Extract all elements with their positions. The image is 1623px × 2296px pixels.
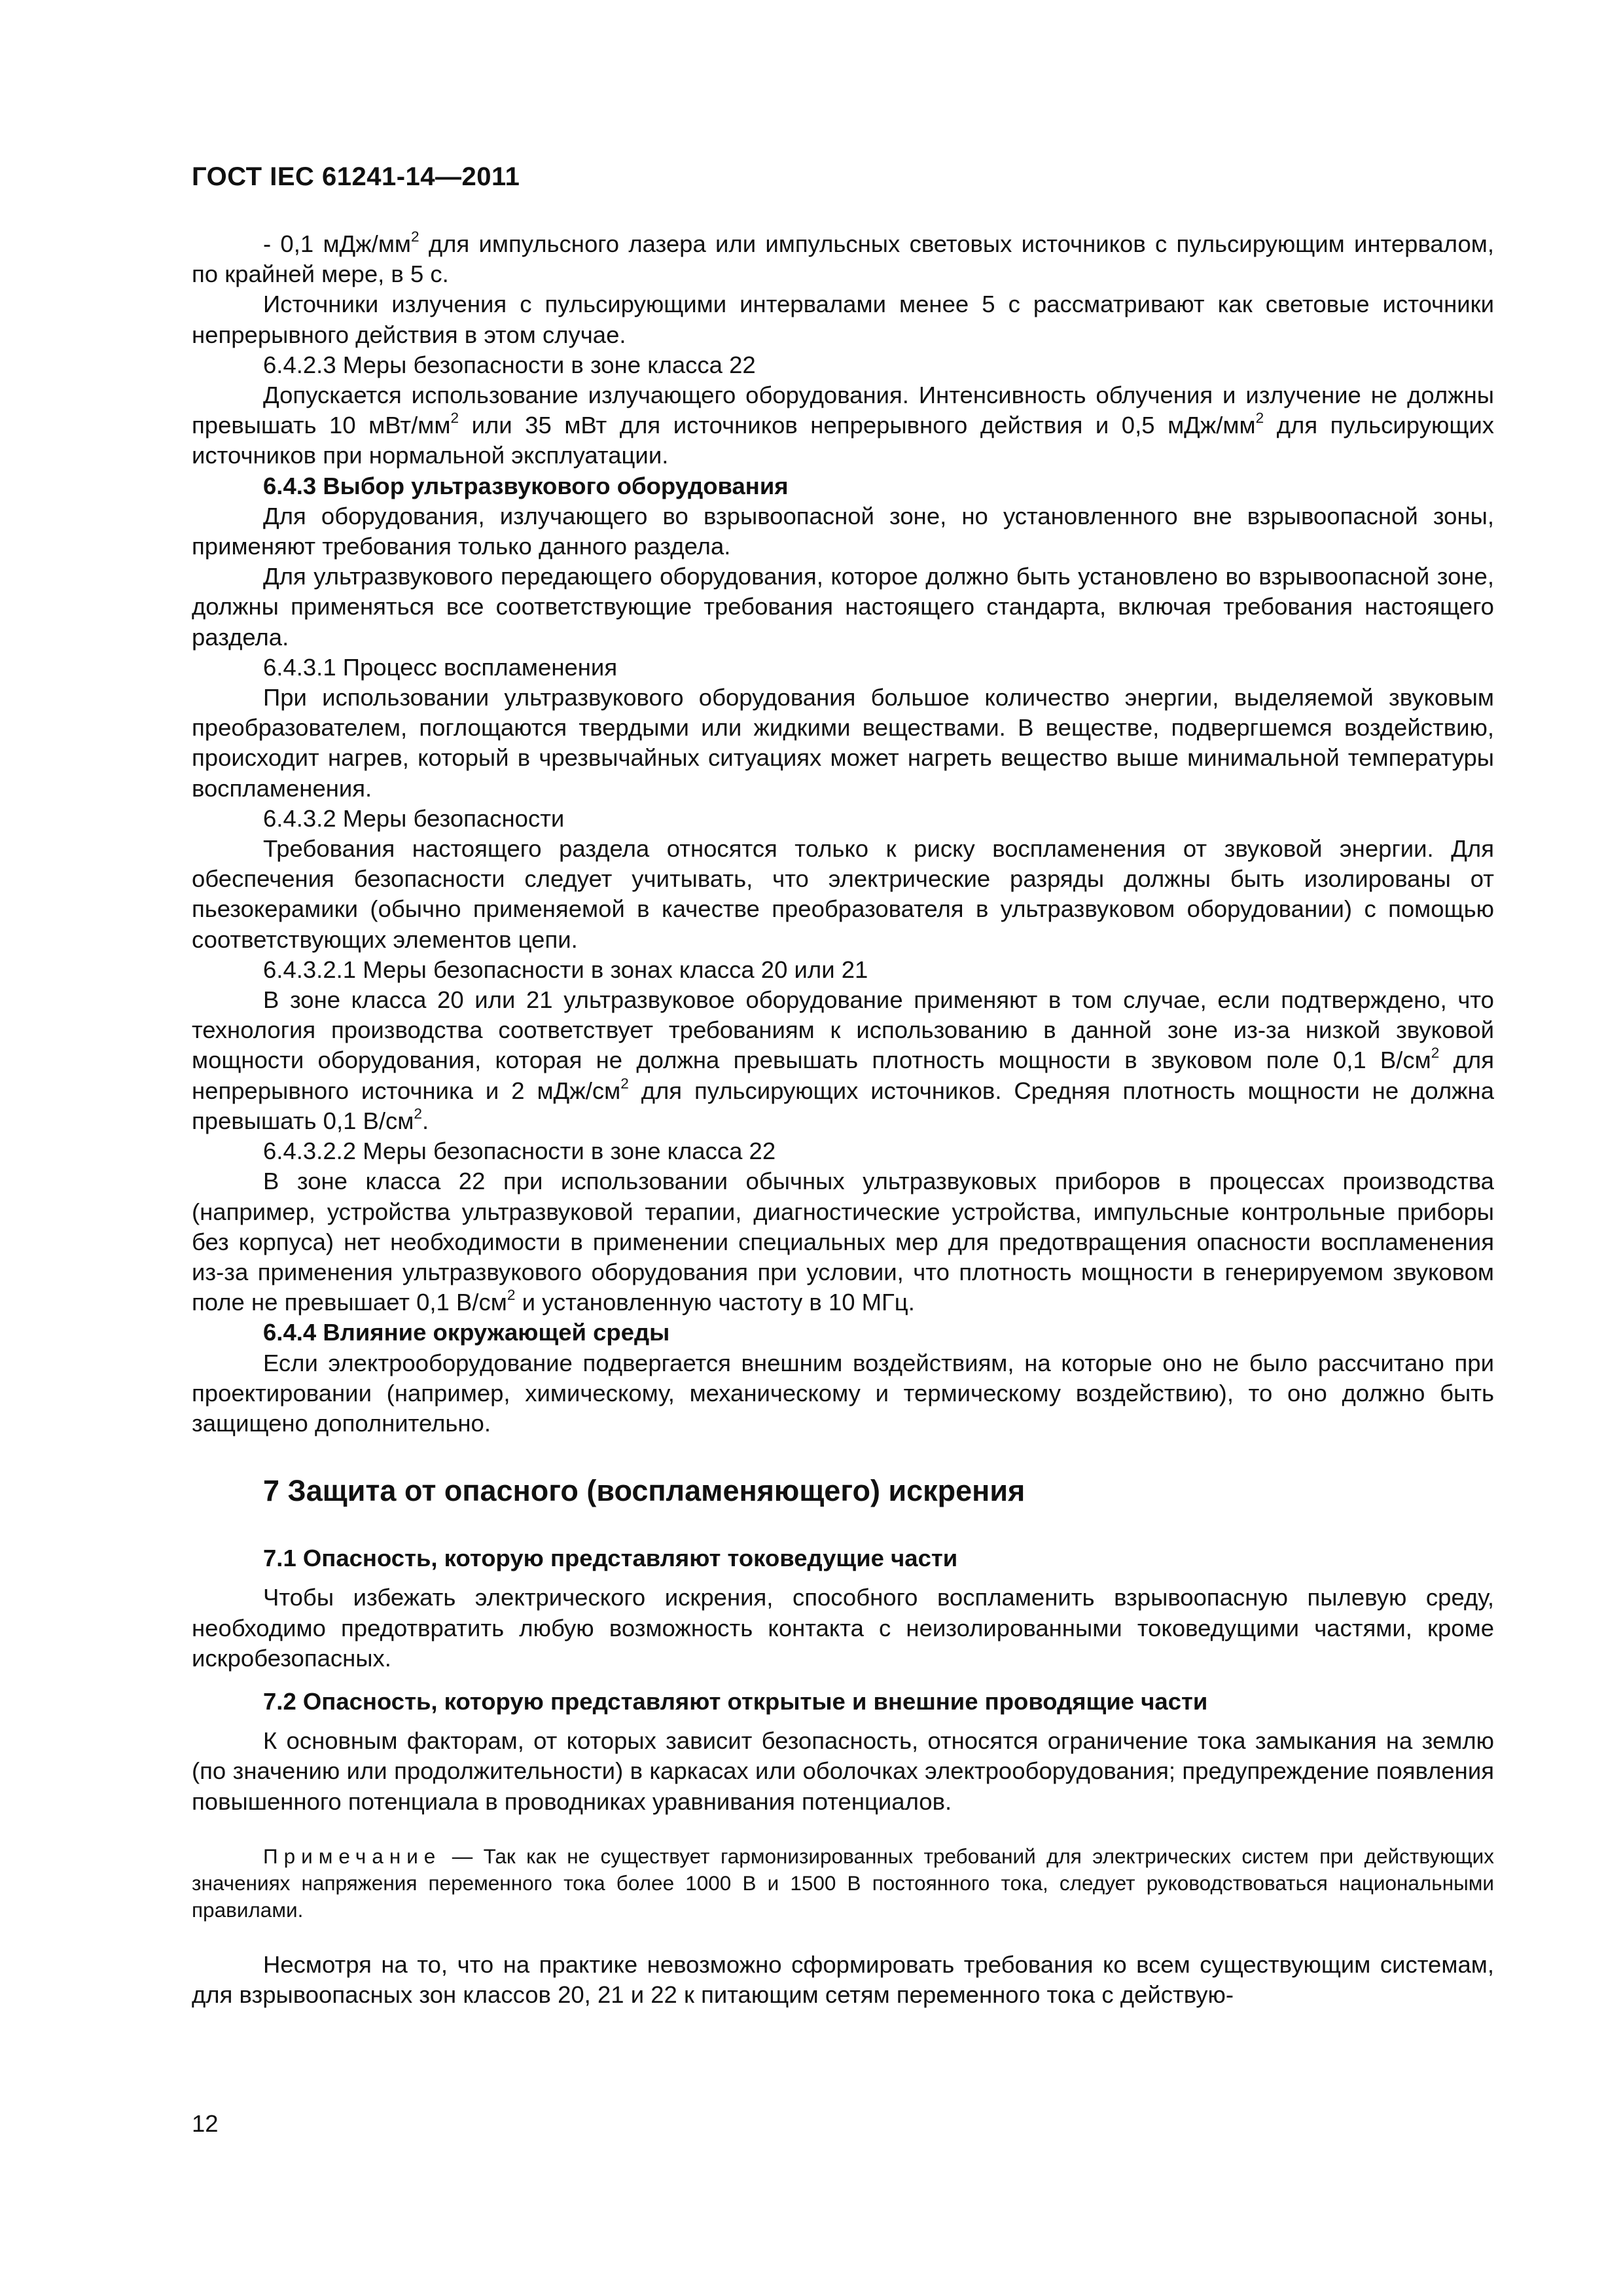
subsection-6-4-3-1-heading: 6.4.3.1 Процесс воспламенения: [263, 653, 618, 681]
subsection-6-4-2-3-heading: 6.4.2.3 Меры безопасности в зоне класса 22: [263, 351, 756, 378]
section-6-4-4-heading: 6.4.4 Влияние окружающей среды: [263, 1319, 670, 1346]
subsection-6-4-3-2-1-heading: 6.4.3.2.1 Меры безопасности в зонах класса 20 или 21: [263, 956, 868, 983]
paragraph-zone-22: В зоне класса 22 при использовании обычных ультразвуковых приборов в процессах производства (например, устройства ультразвуковой терапии, диагностические устройства, импульсные контрольные приборы без корпуса) нет необходимости в применении специальных мер для предотвращения опасности воспламенения из-за применения ультразвукового оборудования при условии, что плотность мощности в генерируемом звуковом поле не превышает 0,1 $В/см^2$ и установленную частоту в 10 МГц.: [192, 1168, 1494, 1316]
note-label: Примечание: [263, 1844, 442, 1868]
subsection-6-4-3-2-2-heading: 6.4.3.2.2 Меры безопасности в зоне класса 22: [263, 1138, 776, 1165]
paragraph-ac-networks: Несмотря на то, что на практике невозможно сформировать требования ко всем существующим системам, для взрывоопасных зон классов 20, 21 и 22 к питающим сетям переменного тока с действую-: [192, 1950, 1494, 2008]
subsection-6-4-3-2-heading: 6.4.3.2 Меры безопасности: [263, 804, 565, 832]
paragraph-radiation-sources: Источники излучения с пульсирующими интервалами менее 5 с рассматривают как световые источники непрерывного действия в этом случае.: [192, 291, 1494, 348]
note-paragraph: Примечание — Так как не существует гармонизированных требований для электрических систем при действующих значениях напряжения переменного тока более 1000 В и 1500 В постоянного тока, следует руководствоваться национальными правилами.: [192, 1844, 1494, 1922]
paragraph-live-parts: Чтобы избежать электрического искрения, способного воспламенить взрывоопасную пылевую среду, необходимо предотвратить любую возможность контакта с неизолированными токоведущими частями, кроме искробезопасных.: [192, 1584, 1494, 1672]
paragraph-zone-20-21: В зоне класса 20 или 21 ультразвуковое оборудование применяют в том случае, если подтверждено, что технология производства соответствует требованиям к использованию в данной зоне из-за низкой звуковой мощности оборудования, которая не должна превышать плотность мощности в звуковом поле 0,1 $В/см^2$ для непрерывного источника и 2 мДж/$см^2$ для пульсирующих источников. Средняя плотность мощности не должна превышать 0,1 $В/см^2$.: [192, 986, 1494, 1134]
page-number: 12: [192, 2110, 219, 2137]
document-body: [192, 229, 1494, 2010]
section-7-1-heading: 7.1 Опасность, которую представляют токоведущие части: [263, 1545, 958, 1572]
paragraph-radiating-equipment: Допускается использование излучающего оборудования. Интенсивность облучения и излучение не должны превышать 10 мВт/$мм^2$ или 35 мВт для источников непрерывного действия и 0,5 мДж/$мм^2$ для пульсирующих источников при нормальной эксплуатации.: [192, 382, 1494, 469]
paragraph-outside-zone: Для оборудования, излучающего во взрывоопасной зоне, но установленного вне взрывоопасной зоны, применяют требования только данного раздела.: [192, 502, 1494, 560]
paragraph-environment: Если электрооборудование подвергается внешним воздействиям, на которые оно не было рассчитано при проектировании (например, химическому, механическому и термическому воздействию), то оно должно быть защищено дополнительно.: [192, 1349, 1494, 1437]
paragraph-ultrasonic-transmitting: Для ультразвукового передающего оборудования, которое должно быть установлено во взрывоопасной зоне, должны применяться все соответствующие требования настоящего стандарта, включая требования настоящего раздела.: [192, 563, 1494, 651]
paragraph-conductive-parts: К основным факторам, от которых зависит безопасность, относятся ограничение тока замыкания на землю (по значению или продолжительности) в каркасах или оболочках электрооборудования; предупреждение появления повышенного потенциала в проводниках уравнивания потенциалов.: [192, 1727, 1494, 1815]
paragraph-ignition-process: При использовании ультразвукового оборудования большое количество энергии, выделяемой звуковым преобразователем, поглощаются твердыми или жидкими веществами. В веществе, подвергшемся воздействию, происходит нагрев, который в чрезвычайных ситуациях может нагреть вещество выше минимальной температуры воспламенения.: [192, 684, 1494, 802]
section-7-2-heading: 7.2 Опасность, которую представляют открытые и внешние проводящие части: [263, 1687, 1208, 1715]
chapter-7-heading: 7 Защита от опасного (воспламеняющего) искрения: [263, 1474, 1026, 1508]
document-header: ГОСТ IEC 61241-14—2011: [192, 162, 520, 191]
paragraph-safety-measures: Требования настоящего раздела относятся только к риску воспламенения от звуковой энергии. Для обеспечения безопасности следует учитывать, что электрические разряды должны быть изолированы от пьезокерамики (обычно применяемой в качестве преобразователя в ультразвуковом оборудовании) с помощью соответствующих элементов цепи.: [192, 835, 1494, 953]
section-6-4-3-heading: 6.4.3 Выбор ультразвукового оборудования: [263, 472, 789, 499]
paragraph-pulse-laser: - 0,1 мДж/$мм^2$ для импульсного лазера или импульсных световых источников с пульсирующим интервалом, по крайней мере, в 5 с.: [192, 228, 1494, 288]
